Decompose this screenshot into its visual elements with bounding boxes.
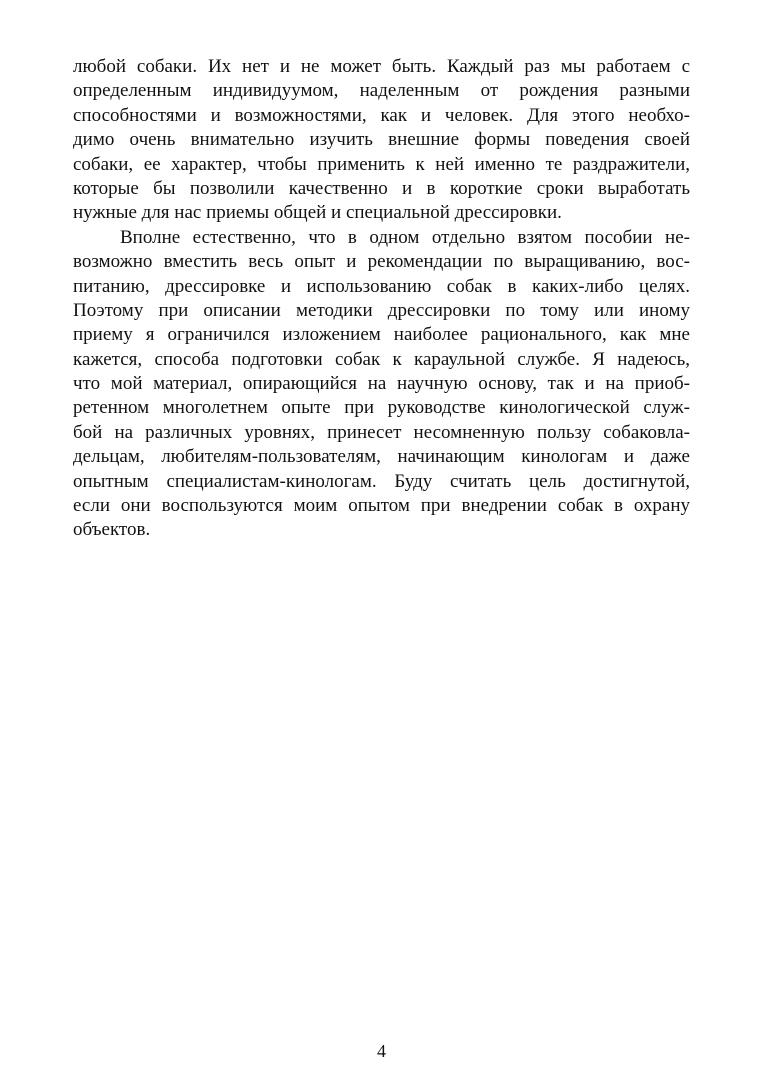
paragraph-line: объектов.: [73, 519, 151, 541]
paragraph-line: Поэтому при описании методики дрессировки по тому или иному: [73, 299, 690, 321]
paragraph-2: [73, 226, 690, 543]
paragraph-line: дельцам, любителям-пользователям, начинающим кинологам и даже: [73, 446, 690, 468]
paragraph-line: способностями и возможностями, как и человек. Для этого необхо-: [73, 104, 690, 126]
paragraph-line: приему я ограничился изложением наиболее рационального, как мне: [73, 324, 690, 346]
paragraph-line: которые бы позволили качественно и в короткие сроки выработать: [73, 177, 690, 199]
paragraph-line: любой собаки. Их нет и не может быть. Каждый раз мы работаем с: [73, 56, 690, 77]
paragraph-line: что мой материал, опирающийся на научную основу, так и на приоб-: [73, 373, 690, 395]
paragraph-line: если они воспользуются моим опытом при внедрении собак в охрану: [73, 495, 690, 517]
page-body: [73, 55, 690, 543]
paragraph-1: [73, 55, 690, 226]
paragraph-line: возможно вместить весь опыт и рекомендации по выращиванию, вос-: [73, 251, 690, 273]
paragraph-line: питанию, дрессировке и использованию собак в каких-либо целях.: [73, 275, 690, 297]
paragraph-line: определенным индивидуумом, наделенным от рождения разными: [73, 80, 690, 102]
page-number: 4: [377, 1041, 386, 1061]
paragraph-line: собаки, ее характер, чтобы применить к ней именно те раздражители,: [73, 153, 690, 175]
paragraph-line: ретенном многолетнем опыте при руководстве кинологической служ-: [73, 397, 690, 419]
paragraph-line: димо очень внимательно изучить внешние формы поведения своей: [73, 129, 690, 151]
paragraph-line: нужные для нас приемы общей и специальной дрессировки.: [73, 202, 562, 224]
paragraph-line: кажется, способа подготовки собак к караульной службе. Я надеюсь,: [73, 348, 690, 370]
paragraph-line: Вполне естественно, что в одном отдельно взятом пособии не-: [120, 226, 690, 248]
paragraph-line: бой на различных уровнях, принесет несомненную пользу собаковла-: [73, 421, 690, 443]
paragraph-line: опытным специалистам-кинологам. Буду считать цель достигнутой,: [73, 470, 690, 492]
